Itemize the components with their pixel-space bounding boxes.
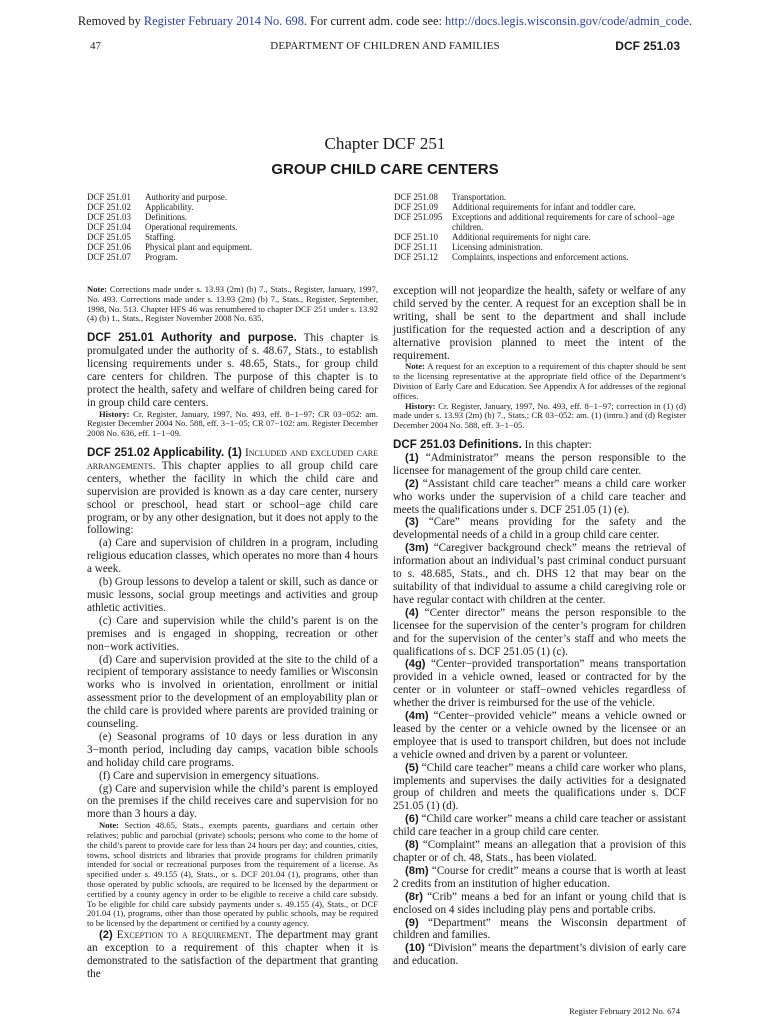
definition-text: “Child care worker” means a child care teacher or assistant child care teacher in a group child care center. — [393, 813, 686, 839]
toc-entry — [394, 252, 692, 262]
section-251-01 — [87, 332, 378, 409]
register-footer: Register February 2012 No. 674 — [569, 1006, 680, 1016]
subsection-text: The department may grant an exception to a requirement of this chapter when it is demonstrated to the satisfaction of the department that granting the — [87, 929, 379, 980]
section-text: In this chapter: — [521, 439, 592, 452]
paragraph-f: (f) Care and supervision in emergency situations. — [99, 769, 320, 782]
history-label: History: — [405, 400, 436, 411]
toc-title: Definitions. — [145, 212, 188, 222]
toc-entry — [394, 202, 692, 212]
chapter-title: GROUP CHILD CARE CENTERS — [271, 161, 499, 178]
history-text: Cr. Register, January, 1997, No. 493, eff. 8−1−97; CR 03−052: am. Register December 2004 No. 588, eff. 3−1−05; CR 07−102: am. Register December 2008 No. 636, eff. 1−1−09. — [87, 408, 378, 439]
removal-prefix: Removed by — [77, 14, 144, 28]
definition — [393, 865, 686, 891]
toc-number: DCF 251.08 — [394, 192, 438, 202]
continued-text: exception will not jeopardize the health, safety or welfare of any child served by the center. A request for an exception shall be in writing, shall be sent to the department and shall include justification for the requested action and a description of any alternative provision planned to meet the intent of the requirement. — [393, 285, 686, 362]
definition-number: (4m) — [405, 710, 429, 723]
section-251-02 — [87, 447, 378, 537]
toc-number: DCF 251.03 — [87, 212, 131, 222]
definition — [393, 607, 686, 659]
definition-text: “Caregiver background check” means the retrieval of information about an individual’s past criminal conduct pursuant to s. 48.685, Stats., and ch. DHS 12 that may bear on the suitability of that individual to assume a child caregiving role or have regular contact with children at the center. — [393, 542, 686, 606]
toc-number: DCF 251.01 — [87, 192, 131, 202]
toc-title: Physical plant and equipment. — [145, 242, 252, 252]
history-text: Cr. Register, January, 1997, No. 493, eff. 8−1−97; correction in (1) (d) made under s. 13.93 (2m) (b) 7., Stats.; CR 03−052: am. (1) (intro.) and (d) Register December 2004 No. 588, eff. 3−1−05. — [393, 400, 686, 431]
toc-title: Complaints, inspections and enforcement actions. — [452, 252, 629, 262]
toc-number: DCF 251.095 — [394, 212, 443, 222]
chapter-number: Chapter DCF 251 — [324, 134, 446, 153]
exception-note — [393, 362, 686, 401]
definition-number: (3m) — [405, 542, 429, 555]
section-code: DCF 251.03 — [615, 39, 680, 53]
history-251-01 — [87, 410, 378, 439]
toc-title: Exceptions and additional requirements for care of school−age children. — [452, 212, 675, 232]
definition-number: (3) — [405, 516, 419, 529]
definition-text: “Center director” means the person responsible to the licensee for the supervision of the center’s program for children and for the supervision of the center’s staff and who meets the qualifications of s. DCF 251.05 (1) (c). — [393, 606, 686, 658]
paragraph-e: (e) Seasonal programs of 10 days or less duration in any 3−month period, including day camps, vacation bible schools and holiday child care programs. — [87, 730, 378, 769]
toc-title: Operational requirements. — [145, 222, 238, 232]
toc-title: Applicability. — [145, 202, 194, 212]
definition-text: “Center−provided vehicle” means a vehicle owned or leased by the center or a vehicle owned by the licensee or an employee that is used to transport children, but does not include a vehicle owned and driven by a parent or volunteer. — [393, 710, 686, 761]
section-heading: DCF 251.03 Definitions. — [393, 438, 522, 452]
definition-number: (8) — [405, 839, 419, 852]
definition — [393, 542, 686, 607]
paragraph-a: (a) Care and supervision of children in a program, including religious education classes, which operates no more than 4 hours a week. — [87, 537, 378, 576]
toc-entry — [394, 212, 692, 232]
definition — [393, 813, 686, 839]
definition-text: “Child care teacher” means a child care worker who plans, implements and supervises the daily activities for a designated group of children and meets the qualifications under s. DCF 251.05 (1) (d). — [393, 761, 686, 813]
toc-entry — [394, 192, 692, 202]
toc-left — [87, 192, 252, 262]
definition-text: “Administrator” means the person responsible to the licensee for management of the group child care center. — [393, 451, 686, 477]
toc-entry — [87, 212, 252, 222]
note-text: Corrections made under s. 13.93 (2m) (b) 7., Stats., Register, January, 1997, No. 493. Corrections made under s. 13.93 (2m) (b) 7., Stats., Register, September, 1998, No. 513. Chapter HFS 46 was renumbered to chapter DCF 251 under s. 13.92 (4) (b) 1., Stats., Register November 2008 No. 635. — [87, 284, 378, 324]
definition-number: (4) — [405, 606, 419, 619]
removal-notice — [0, 14, 770, 29]
definition — [393, 710, 686, 762]
toc-number: DCF 251.05 — [87, 232, 131, 242]
toc-entry — [394, 232, 692, 242]
definition-number: (10) — [405, 942, 425, 955]
toc-entry — [87, 202, 252, 212]
toc-title: Additional requirements for infant and toddler care. — [452, 202, 636, 212]
paragraph-g: (g) Care and supervision while the child’s parent is employed on the premises if the child receives care and supervision for no more than 3 hours a day. — [87, 782, 378, 821]
note-label: Note: — [87, 284, 108, 294]
definition — [393, 917, 686, 943]
toc-right — [394, 192, 692, 262]
definition — [393, 839, 686, 865]
definitions-list — [393, 452, 686, 968]
note-label: Note: — [99, 820, 120, 831]
section-251-03 — [393, 439, 686, 452]
definition-number: (8m) — [405, 864, 429, 877]
definition-number: (8r) — [405, 890, 424, 903]
definition-text: “Department” means the Wisconsin department of children and families. — [393, 916, 686, 942]
toc-number: DCF 251.12 — [394, 252, 438, 262]
definition-text: “Crib” means a bed for an infant or young child that is enclosed on 4 sides including play pens and portable cribs. — [393, 890, 686, 916]
definition-number: (1) — [405, 451, 419, 464]
toc-entry — [394, 242, 692, 252]
toc-number: DCF 251.02 — [87, 202, 131, 212]
history-label: History: — [99, 408, 130, 419]
toc-entry — [87, 232, 252, 242]
definition-number: (9) — [405, 916, 419, 929]
toc-title: Program. — [145, 252, 178, 262]
toc-number: DCF 251.04 — [87, 222, 131, 232]
definition — [393, 452, 686, 478]
note-text: A request for an exception to a requirement of this chapter should be sent to the licensing representative at the appropriate field office of the Department’s Division of Early Care and Education. See Appendix A for addresses of the regional offices. — [393, 361, 686, 401]
removal-mid: . For current adm. code see: — [303, 14, 446, 28]
admin-code-url-link[interactable]: http://docs.legis.wisconsin.gov/code/admin_code — [445, 14, 690, 28]
definition — [393, 516, 686, 542]
definition-number: (6) — [405, 813, 419, 826]
section-heading: DCF 251.02 Applicability. (1) — [87, 446, 242, 460]
left-column — [87, 285, 378, 981]
toc-entry — [87, 242, 252, 252]
definition-text: “Course for credit” means a course that is worth at least 2 credits from an institution of higher education. — [393, 864, 686, 890]
definition-text: “Center−provided transportation” means transportation provided in a vehicle owned, leased or contracted for by the center or in volunteer or staff−owned vehicles regardless of whether the driver is reimbursed for the use of the vehicle. — [393, 658, 686, 710]
definition — [393, 762, 686, 814]
definition-number: (5) — [405, 761, 419, 774]
definition-number: (4g) — [405, 658, 426, 671]
toc-number: DCF 251.10 — [394, 232, 438, 242]
toc-number: DCF 251.09 — [394, 202, 438, 212]
definition-text: “Complaint” means an allegation that a provision of this chapter or of ch. 48, Stats., has been violated. — [393, 839, 686, 865]
chapter-note — [87, 285, 378, 324]
history-251-02 — [393, 402, 686, 431]
register-link[interactable]: Register February 2014 No. 698 — [143, 14, 304, 28]
toc-title: Staffing. — [145, 232, 176, 242]
definition-text: “Care” means providing for the safety and the developmental needs of a child in a group child care center. — [393, 516, 686, 542]
section-text: This chapter is promulgated under the authority of s. 48.67, Stats., to establish licensing requirements under s. 48.65, Stats., for group child care centers for children. The purpose of this chapter is to protect the health, safety and welfare of children being cared for in group child care centers. — [87, 332, 378, 409]
definition — [393, 478, 686, 517]
note-text: Section 48.65, Stats., exempts parents, guardians and certain other relatives; public and parochial (private) schools; persons who come to the home of the child’s parent to provide care for less than 24 hours per day; and counties, cities, towns, school districts and libraries that provide programs for children primarily intended for social or recreational purposes from the requirement of a license. As specified under s. 49.155 (4), Stats., or s. DCF 201.04 (1), programs, other than those operated by public schools, are required to be licensed by the department or certified by a county agency in order to be eligible to receive a child care subsidy. To be eligible for child care subsidy payments under s. 49.155 (4), Stats., or DCF 201.04 (1), programs, other than those operated by public schools, may be required to be licensed by the department or certified by a county agency. — [87, 820, 378, 929]
toc-title: Licensing administration. — [452, 242, 543, 252]
toc-entry — [87, 222, 252, 232]
toc-number: DCF 251.11 — [394, 242, 438, 252]
running-head: DEPARTMENT OF CHILDREN AND FAMILIES — [270, 40, 500, 52]
right-column — [393, 285, 686, 968]
toc-title: Additional requirements for night care. — [452, 232, 591, 242]
paragraph-b: (b) Group lessons to develop a talent or skill, such as dance or music lessons, social group meetings and activities and group athletic activities. — [87, 576, 378, 614]
note-label: Note: — [405, 361, 426, 372]
toc-entry — [87, 192, 252, 202]
page-number: 47 — [90, 40, 101, 52]
removal-end: . — [689, 14, 693, 28]
section-heading: DCF 251.01 Authority and purpose. — [87, 331, 297, 345]
toc-number: DCF 251.06 — [87, 242, 131, 252]
definition-number: (2) — [405, 477, 419, 490]
section-text: This chapter applies to all group child care centers, whether the facility in which the child care and supervision are provided is known as a day care center, nursery school or preschool, head start or school−age child care program, or by any other designation, but it does not apply to the following: — [87, 459, 378, 537]
definition — [393, 942, 686, 968]
subsection-number: (2) — [99, 929, 113, 942]
subsection-title: Exception to a requirement. — [112, 929, 252, 942]
definition-text: “Division” means the department’s division of early care and education. — [393, 942, 686, 968]
subsection-title: Included and excluded care arrangements. — [87, 447, 379, 472]
definition — [393, 891, 686, 917]
toc-entry — [87, 252, 252, 262]
applicability-note — [87, 821, 378, 929]
definition-text: “Assistant child care teacher” means a child care worker who works under the supervision of a child care teacher and meets the qualifications under s. DCF 251.05 (1) (e). — [393, 477, 686, 516]
definition — [393, 658, 686, 710]
paragraph-d: (d) Care and supervision provided at the site to the child of a recipient of temporary assistance to needy families or Wisconsin works who is involved in orientation, enrollment or initial assessment prior to the development of an employability plan or the child care is provided where parents are provided training or counseling. — [87, 653, 378, 731]
subsection-2 — [87, 929, 378, 981]
toc-title: Transportation. — [452, 192, 507, 202]
toc-number: DCF 251.07 — [87, 252, 131, 262]
paragraph-c: (c) Care and supervision while the child’s parent is on the premises and is engaged in shopping, recreation or other non−work activities. — [87, 614, 378, 653]
toc-title: Authority and purpose. — [145, 192, 228, 202]
